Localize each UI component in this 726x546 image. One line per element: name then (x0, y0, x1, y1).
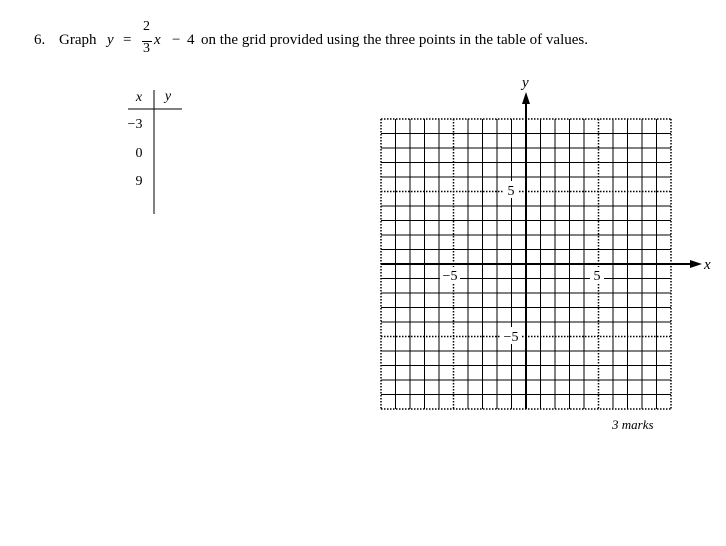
y-tick-label-pos: 5 (507, 184, 515, 199)
axes (381, 92, 702, 409)
table-row-x: 0 (135, 146, 143, 161)
y-axis-label: y (522, 75, 529, 91)
x-tick-label-neg: −5 (442, 269, 458, 284)
table-header-x: x (135, 90, 143, 105)
table-row-x: 9 (135, 174, 143, 189)
x-tick-label-pos: 5 (593, 269, 601, 284)
equation-equals: = (123, 32, 132, 48)
x-axis-label: x (704, 257, 711, 273)
marks-label: 3 marks (612, 417, 654, 432)
fraction-numerator: 2 (143, 19, 150, 34)
equation-x: x (154, 32, 161, 48)
x-axis-arrow-icon (690, 260, 702, 268)
y-tick-label-neg: −5 (503, 330, 519, 345)
table-row-x: −3 (127, 117, 143, 132)
equation-y: y (107, 32, 114, 48)
question-text: on the grid provided using the three points in the table of values. (201, 32, 588, 48)
equation-minus: − (172, 32, 181, 48)
table-header-y: y (164, 89, 172, 104)
fraction-denominator: 3 (143, 41, 150, 56)
equation-constant: 4 (187, 32, 195, 48)
question-verb: Graph (59, 32, 97, 48)
y-axis-arrow-icon (522, 92, 530, 104)
question-number: 6. (34, 32, 46, 48)
